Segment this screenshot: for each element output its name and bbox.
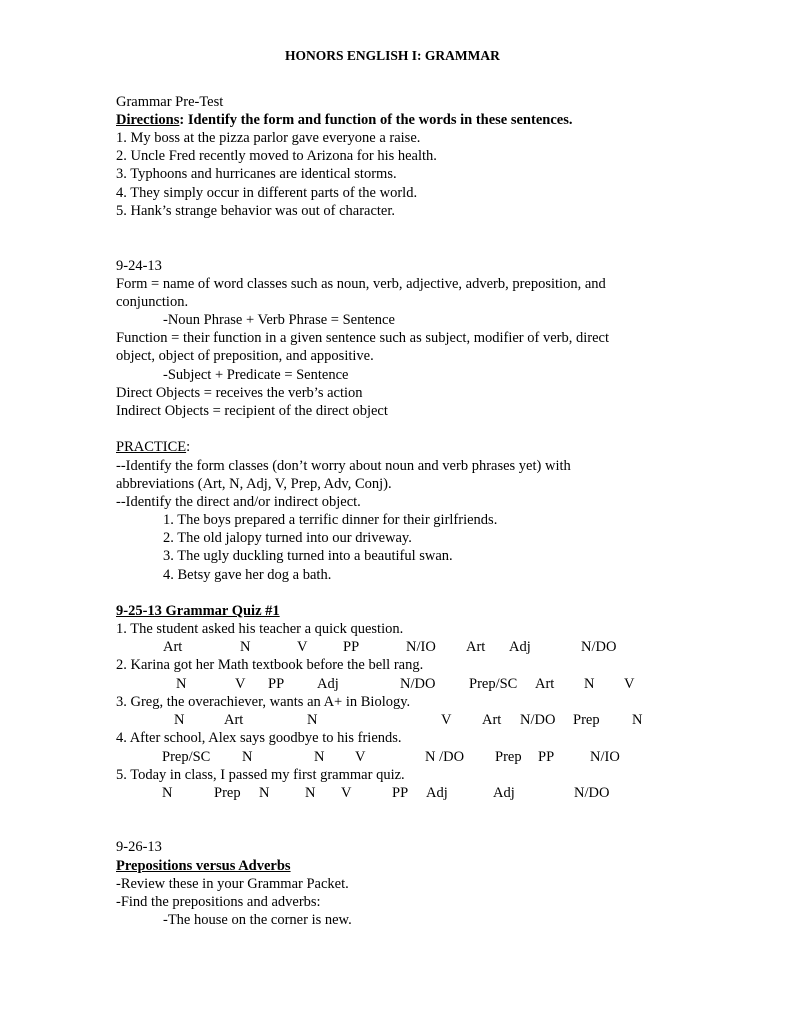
- tag: PP: [268, 676, 285, 692]
- pretest-item: 2. Uncle Fred recently moved to Arizona for his health.: [116, 148, 437, 164]
- practice-item: 4. Betsy gave her dog a bath.: [163, 567, 332, 583]
- tag: N/IO: [590, 749, 620, 765]
- page-title: HONORS ENGLISH I: GRAMMAR: [285, 48, 500, 63]
- pretest-item: 5. Hank’s strange behavior was out of character.: [116, 203, 396, 219]
- pretest-item: 3. Typhoons and hurricanes are identical storms.: [116, 166, 397, 182]
- tag: Art: [466, 639, 486, 655]
- pretest-item: 1. My boss at the pizza parlor gave everyone a raise.: [116, 130, 421, 146]
- notes-0926-date: 9-26-13: [116, 839, 162, 855]
- tag: Prep/SC: [162, 749, 211, 765]
- tag: N: [242, 749, 253, 765]
- tag: N: [174, 712, 185, 728]
- tag: Adj: [509, 639, 531, 655]
- tag: N: [632, 712, 643, 728]
- tag: Art: [224, 712, 244, 728]
- tag: N/DO: [574, 785, 610, 801]
- form-definition: Form = name of word classes such as noun, verb, adjective, adverb, preposition, and: [116, 276, 606, 292]
- tag: Art: [482, 712, 502, 728]
- practice-item: 1. The boys prepared a terrific dinner for their girlfriends.: [163, 512, 498, 528]
- tag: V: [355, 749, 366, 765]
- tag: PP: [392, 785, 409, 801]
- tag: V: [235, 676, 246, 692]
- tag: Prep: [214, 785, 241, 801]
- tag: N: [259, 785, 270, 801]
- tag: N/DO: [520, 712, 556, 728]
- tag: V: [441, 712, 452, 728]
- directions-label: Directions: [116, 112, 180, 128]
- quiz-sentence: 3. Greg, the overachiever, wants an A+ in Biology.: [116, 694, 411, 710]
- pretest-item: 4. They simply occur in different parts of the world.: [116, 185, 418, 201]
- practice-instruction: --Identify the form classes (don’t worry about noun and verb phrases yet) with: [116, 458, 571, 474]
- quiz-sentence: 4. After school, Alex says goodbye to his friends.: [116, 730, 402, 746]
- tag: N: [240, 639, 251, 655]
- tag: Art: [163, 639, 183, 655]
- tag: Adj: [426, 785, 448, 801]
- tag: N /DO: [425, 749, 465, 765]
- tag: N/DO: [400, 676, 436, 692]
- pretest-directions: [116, 111, 572, 129]
- practice-item: 3. The ugly duckling turned into a beautiful swan.: [163, 548, 453, 564]
- form-definition-cont: conjunction.: [116, 294, 189, 310]
- function-definition: Function = their function in a given sentence such as subject, modifier of verb, direct: [116, 330, 609, 346]
- tag: Adj: [493, 785, 515, 801]
- notes-0924-date: 9-24-13: [116, 258, 162, 274]
- tag: N/IO: [406, 639, 436, 655]
- tag: N: [305, 785, 316, 801]
- notes-0926-line: -Review these in your Grammar Packet.: [116, 876, 349, 892]
- tag: Adj: [317, 676, 339, 692]
- tag: V: [624, 676, 635, 692]
- function-formula: -Subject + Predicate = Sentence: [163, 367, 349, 383]
- tag: N: [314, 749, 325, 765]
- tag: N: [176, 676, 187, 692]
- pretest-heading: Grammar Pre-Test: [116, 94, 224, 110]
- tag: N: [584, 676, 595, 692]
- tag: V: [341, 785, 352, 801]
- notes-0926-example: -The house on the corner is new.: [163, 912, 352, 928]
- tag: PP: [343, 639, 360, 655]
- tag: PP: [538, 749, 555, 765]
- quiz-sentence: 1. The student asked his teacher a quick question.: [116, 621, 404, 637]
- notes-0926-line: -Find the prepositions and adverbs:: [116, 894, 321, 910]
- practice-item: 2. The old jalopy turned into our driveway.: [163, 530, 412, 546]
- tag: Prep: [573, 712, 600, 728]
- prepositions-adverbs-heading: Prepositions versus Adverbs: [116, 858, 291, 874]
- tag: V: [297, 639, 308, 655]
- tag: Prep/SC: [469, 676, 518, 692]
- practice-instruction: --Identify the direct and/or indirect object.: [116, 494, 361, 510]
- directions-text: : Identify the form and function of the words in these sentences.: [179, 112, 573, 128]
- practice-colon: :: [186, 439, 191, 455]
- quiz-sentence: 2. Karina got her Math textbook before the bell rang.: [116, 657, 424, 673]
- tag: Art: [535, 676, 555, 692]
- tag: N: [307, 712, 318, 728]
- quiz-heading: 9-25-13 Grammar Quiz #1: [116, 603, 280, 619]
- tag: Prep: [495, 749, 522, 765]
- tag: N/DO: [581, 639, 617, 655]
- function-definition-cont: object, object of preposition, and appositive.: [116, 348, 374, 364]
- tag: N: [162, 785, 173, 801]
- practice-heading: [116, 438, 190, 456]
- indirect-objects-definition: Indirect Objects = recipient of the direct object: [116, 403, 388, 419]
- practice-instruction-cont: abbreviations (Art, N, Adj, V, Prep, Adv, Conj).: [116, 476, 392, 492]
- quiz-sentence: 5. Today in class, I passed my first grammar quiz.: [116, 767, 405, 783]
- practice-label: PRACTICE: [116, 439, 187, 455]
- direct-objects-definition: Direct Objects = receives the verb’s action: [116, 385, 363, 401]
- form-formula: -Noun Phrase + Verb Phrase = Sentence: [163, 312, 395, 328]
